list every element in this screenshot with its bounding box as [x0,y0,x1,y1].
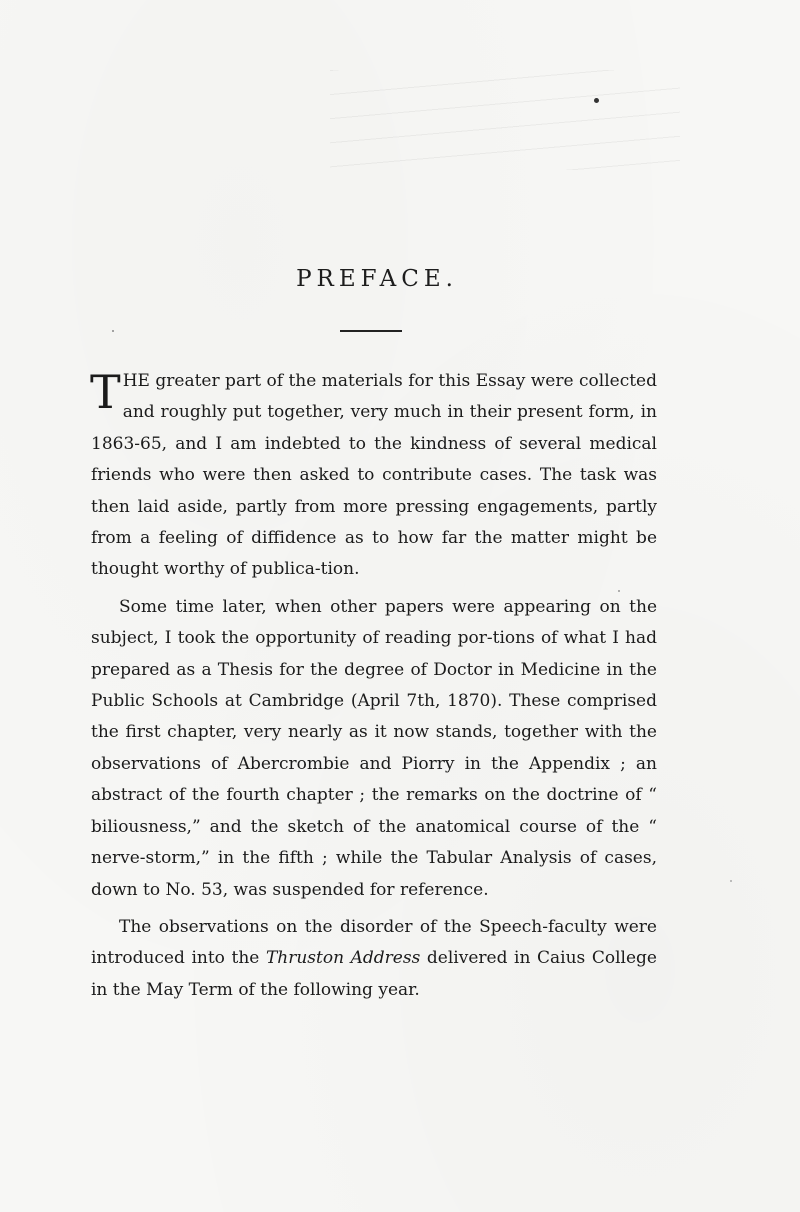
italic-title: Thruston Address [265,948,421,969]
paragraph-3 [91,912,657,1006]
title-rule [340,330,402,332]
paragraph-2 [91,592,657,906]
paragraph-1 [91,366,657,586]
paragraph-text: delivered in Caius College in the May Term of the following year. [91,948,657,1000]
body-text [91,366,657,1012]
bleed-through-texture [330,70,680,170]
page-title: PREFACE. [296,266,458,292]
ink-speck [594,98,599,103]
paragraph-text: Some time later, when other papers were appearing on the subject, I took the opportunity of reading por-tions of what I had prepared as a Thesis for the degree of Doctor in Medicine in the Public Schools at Cambridge (April 7th, 1870). These comprised the first chapter, very nearly as it now stands, together with the observations of Abercrombie and Piorry in the Appendix ; an abstract of the fourth chapter ; the remarks on the doctrine of “ biliousness,” and the sketch of the anatomical course of the “ nerve-storm,” in the fifth ; while the Tabular Analysis of cases, down to No. 53, was suspended for reference. [91,596,657,900]
drop-cap: T [90,365,121,419]
ink-speck [730,880,732,882]
paragraph-text: The observations on the disorder of the Speech-faculty were introduced into the [91,916,657,969]
paragraph-lead: HE [122,371,150,391]
ink-speck [112,330,114,332]
paragraph-text: greater part of the materials for this Essay were collected and roughly put together, very much in their present form, in 1863-65, and I am indebted to the kindness of several medical friends who were then asked to contribute cases. The task was then laid aside, partly from more pressing engagements, partly from a feeling of diffidence as to how far the matter might be thought worthy of publica-tion. [91,371,657,580]
